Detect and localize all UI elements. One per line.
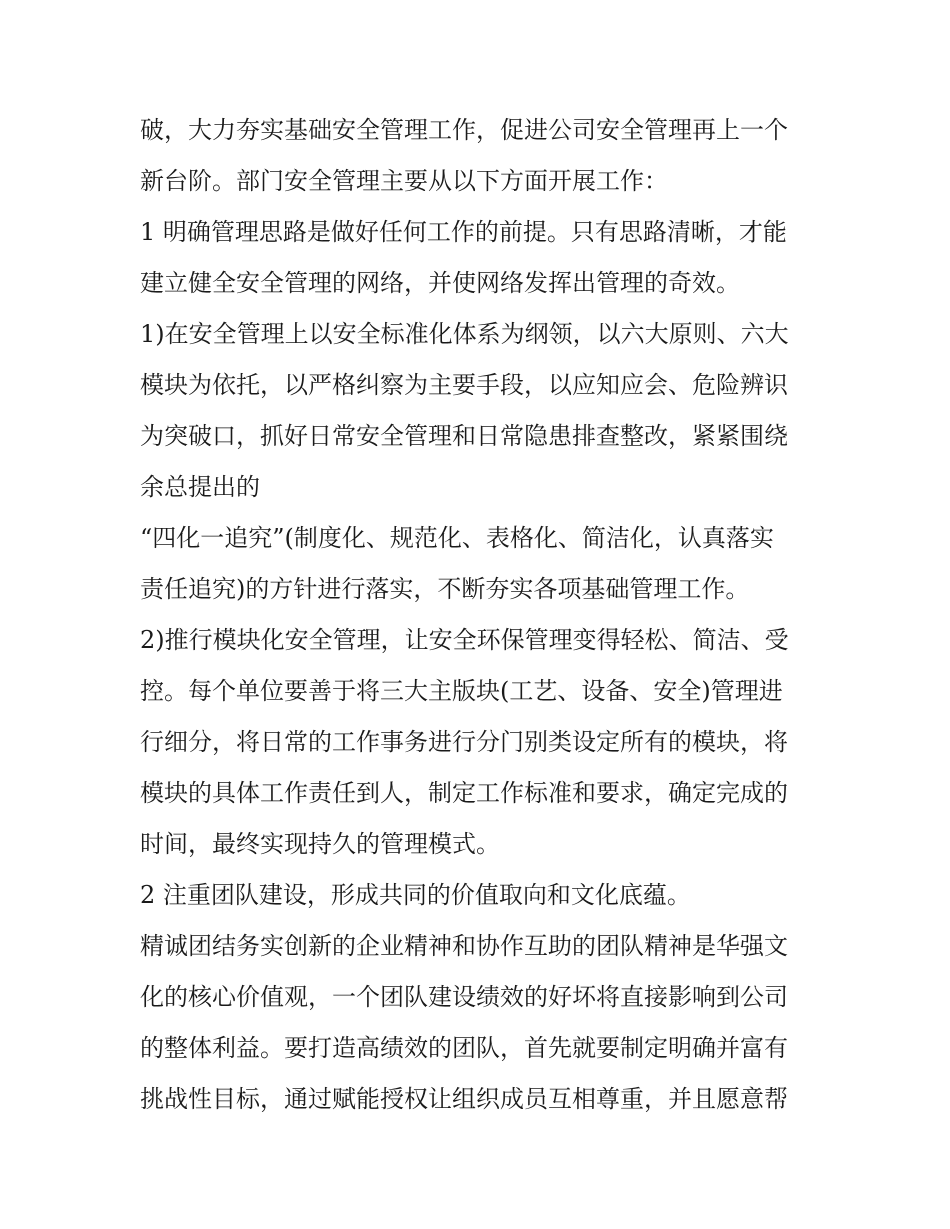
text-line: 化的核心价值观，一个团队建设绩效的好坏将直接影响到公司 (140, 983, 788, 1011)
text-line: 为突破口，抓好日常安全管理和日常隐患排查整改，紧紧围绕 (140, 422, 788, 450)
text-line: 责任追究)的方针进行落实，不断夯实各项基础管理工作。 (140, 575, 750, 603)
text-line: 模块为依托，以严格纠察为主要手段，以应知应会、危险辨识 (140, 371, 788, 399)
text-line: 时间，最终实现持久的管理模式。 (140, 830, 500, 858)
text-line: “四化一追究”(制度化、规范化、表格化、简洁化，认真落实 (140, 524, 774, 552)
text-line: 控。每个单位要善于将三大主版块(工艺、设备、安全)管理进 (140, 677, 783, 705)
text-line: 2)推行模块化安全管理，让安全环保管理变得轻松、简洁、受 (140, 626, 789, 654)
text-line: 2 注重团队建设，形成共同的价值取向和文化底蕴。 (140, 881, 691, 909)
text-line: 的整体利益。要打造高绩效的团队，首先就要制定明确并富有 (140, 1034, 788, 1062)
text-line: 余总提出的 (140, 473, 260, 501)
text-line: 模块的具体工作责任到人，制定工作标准和要求，确定完成的 (140, 779, 788, 807)
text-line: 新台阶。部门安全管理主要从以下方面开展工作： (140, 167, 668, 195)
text-line: 行细分，将日常的工作事务进行分门别类设定所有的模块，将 (140, 728, 788, 756)
text-line: 1 明确管理思路是做好任何工作的前提。只有思路清晰，才能 (140, 218, 787, 246)
text-line: 1)在安全管理上以安全标准化体系为纲领，以六大原则、六大 (140, 320, 789, 348)
text-line: 建立健全安全管理的网络，并使网络发挥出管理的奇效。 (140, 269, 740, 297)
text-line: 精诚团结务实创新的企业精神和协作互助的团队精神是华强文 (140, 932, 788, 960)
text-line: 挑战性目标，通过赋能授权让组织成员互相尊重，并且愿意帮 (140, 1085, 788, 1113)
text-line: 破，大力夯实基础安全管理工作，促进公司安全管理再上一个 (140, 116, 788, 144)
